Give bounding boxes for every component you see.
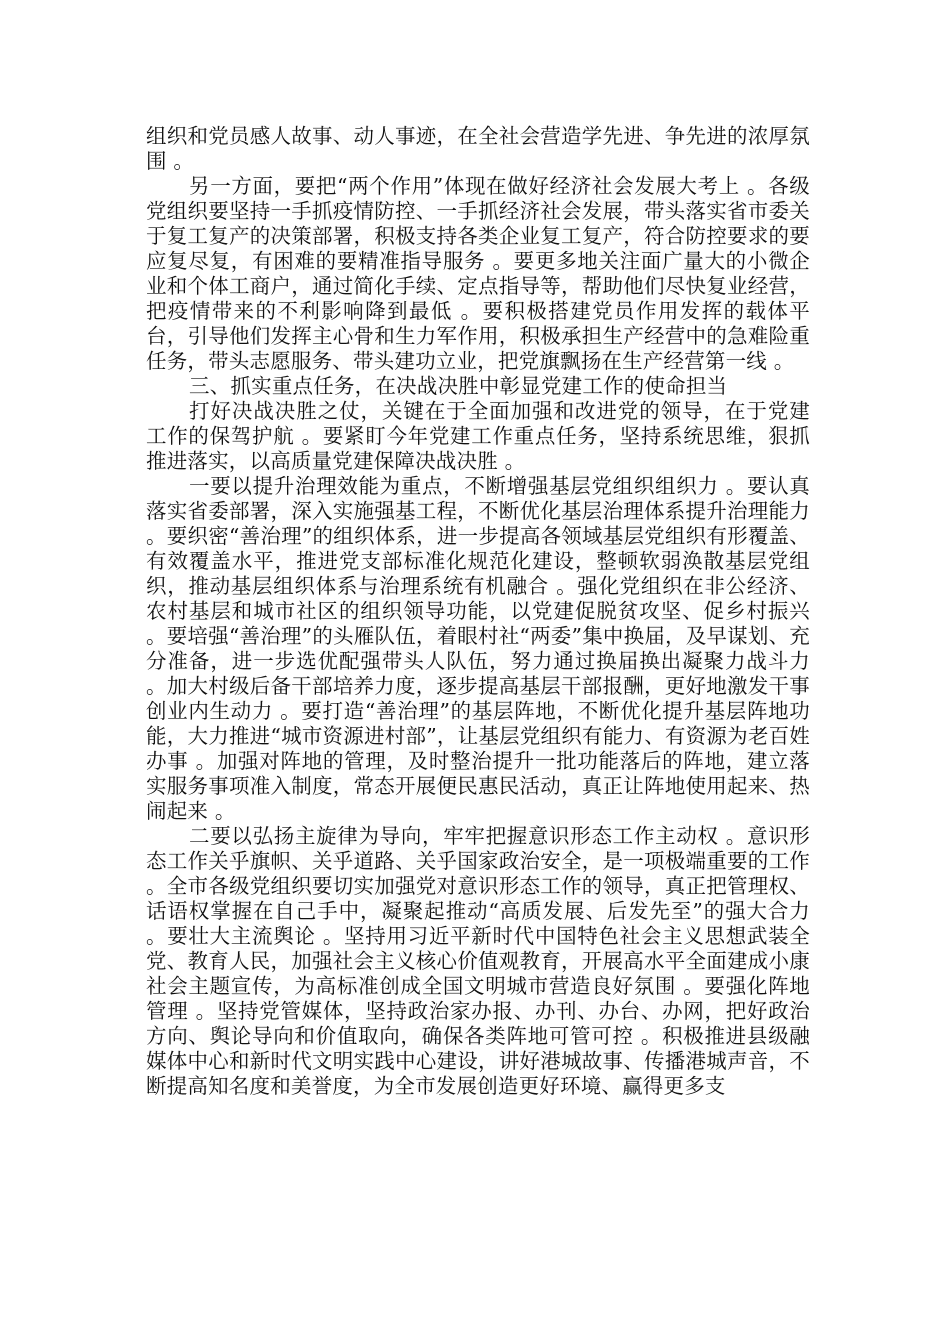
paragraph-governance-efficiency: 一要以提升治理效能为重点，不断增强基层党组织组织力 。要认真落实省委部署，深入实施强基工程，不断优化基层治理体系提升治理能力 。要织密“善治理”的组织体系，进一步提高各领域基层党组织有形覆盖、有效覆盖水平，推进党支部标准化规范化建设，整顿软弱涣散基层党组织，推动基层组织体系与治理系统有机融合 。强化党组织在非公经济、农村基层和城市社区的组织领导功能，以党建促脱贫攻坚、促乡村振兴 。要培强“善治理”的头雁队伍，着眼村社“两委”集中换届，及早谋划、充分准备，进一步选优配强带头人队伍，努力通过换届换出凝聚力战斗力 。加大村级后备干部培养力度，逐步提高基层干部报酬，更好地激发干事创业内生动力 。要打造“善治理”的基层阵地，不断优化提升基层阵地功能，大力推进“城市资源进村部”，让基层党组织有能力、有资源为老百姓办事 。加强对阵地的管理，及时整治提升一批功能落后的阵地，建立落实服务事项准入制度，常态开展便民惠民活动，真正让阵地使用起来、热闹起来 。	[146, 474, 810, 823]
document-body	[146, 124, 810, 1099]
section-heading-three: 三、抓实重点任务，在决战决胜中彰显党建工作的使命担当	[189, 374, 728, 398]
paragraph-continuation: 组织和党员感人故事、动人事迹，在全社会营造学先进、争先进的浓厚氛围 。	[146, 124, 810, 173]
paragraph-decisive-battle: 打好决战决胜之仗，关键在于全面加强和改进党的领导，在于党建工作的保驾护航 。要紧盯今年党建工作重点任务，坚持系统思维，狠抓推进落实，以高质量党建保障决战决胜 。	[146, 399, 810, 473]
paragraph-economic-development: 另一方面，要把“两个作用”体现在做好经济社会发展大考上 。各级党组织要坚持一手抓疫情防控、一手抓经济社会发展，带头落实省市委关于复工复产的决策部署，积极支持各类企业复工复产，符合防控要求的要应复尽复，有困难的要精准指导服务 。要更多地关注面广量大的小微企业和个体工商户，通过简化手续、定点指导等，帮助他们尽快复业经营，把疫情带来的不利影响降到最低 。要积极搭建党员作用发挥的载体平台，引导他们发挥主心骨和生力军作用，积极承担生产经营中的急难险重任务，带头志愿服务、带头建功立业，把党旗飘扬在生产经营第一线 。	[146, 174, 810, 373]
paragraph-ideology-work: 二要以弘扬主旋律为导向，牢牢把握意识形态工作主动权 。意识形态工作关乎旗帜、关乎道路、关乎国家政治安全，是一项极端重要的工作 。全市各级党组织要切实加强党对意识形态工作的领导，真正把管理权、话语权掌握在自己手中，凝聚起推动“高质发展、后发先至”的强大合力 。要壮大主流舆论 。坚持用习近平新时代中国特色社会主义思想武装全党、教育人民，加强社会主义核心价值观教育，开展高水平全面建成小康社会主题宣传，为高标准创成全国文明城市营造良好氛围 。要强化阵地管理 。坚持党管媒体，坚持政治家办报、办刊、办台、办网，把好政治方向、舆论导向和价值取向，确保各类阵地可管可控 。积极推进县级融媒体中心和新时代文明实践中心建设，讲好港城故事、传播港城声音，不断提高知名度和美誉度，为全市发展创造更好环境、赢得更多支	[146, 824, 810, 1098]
